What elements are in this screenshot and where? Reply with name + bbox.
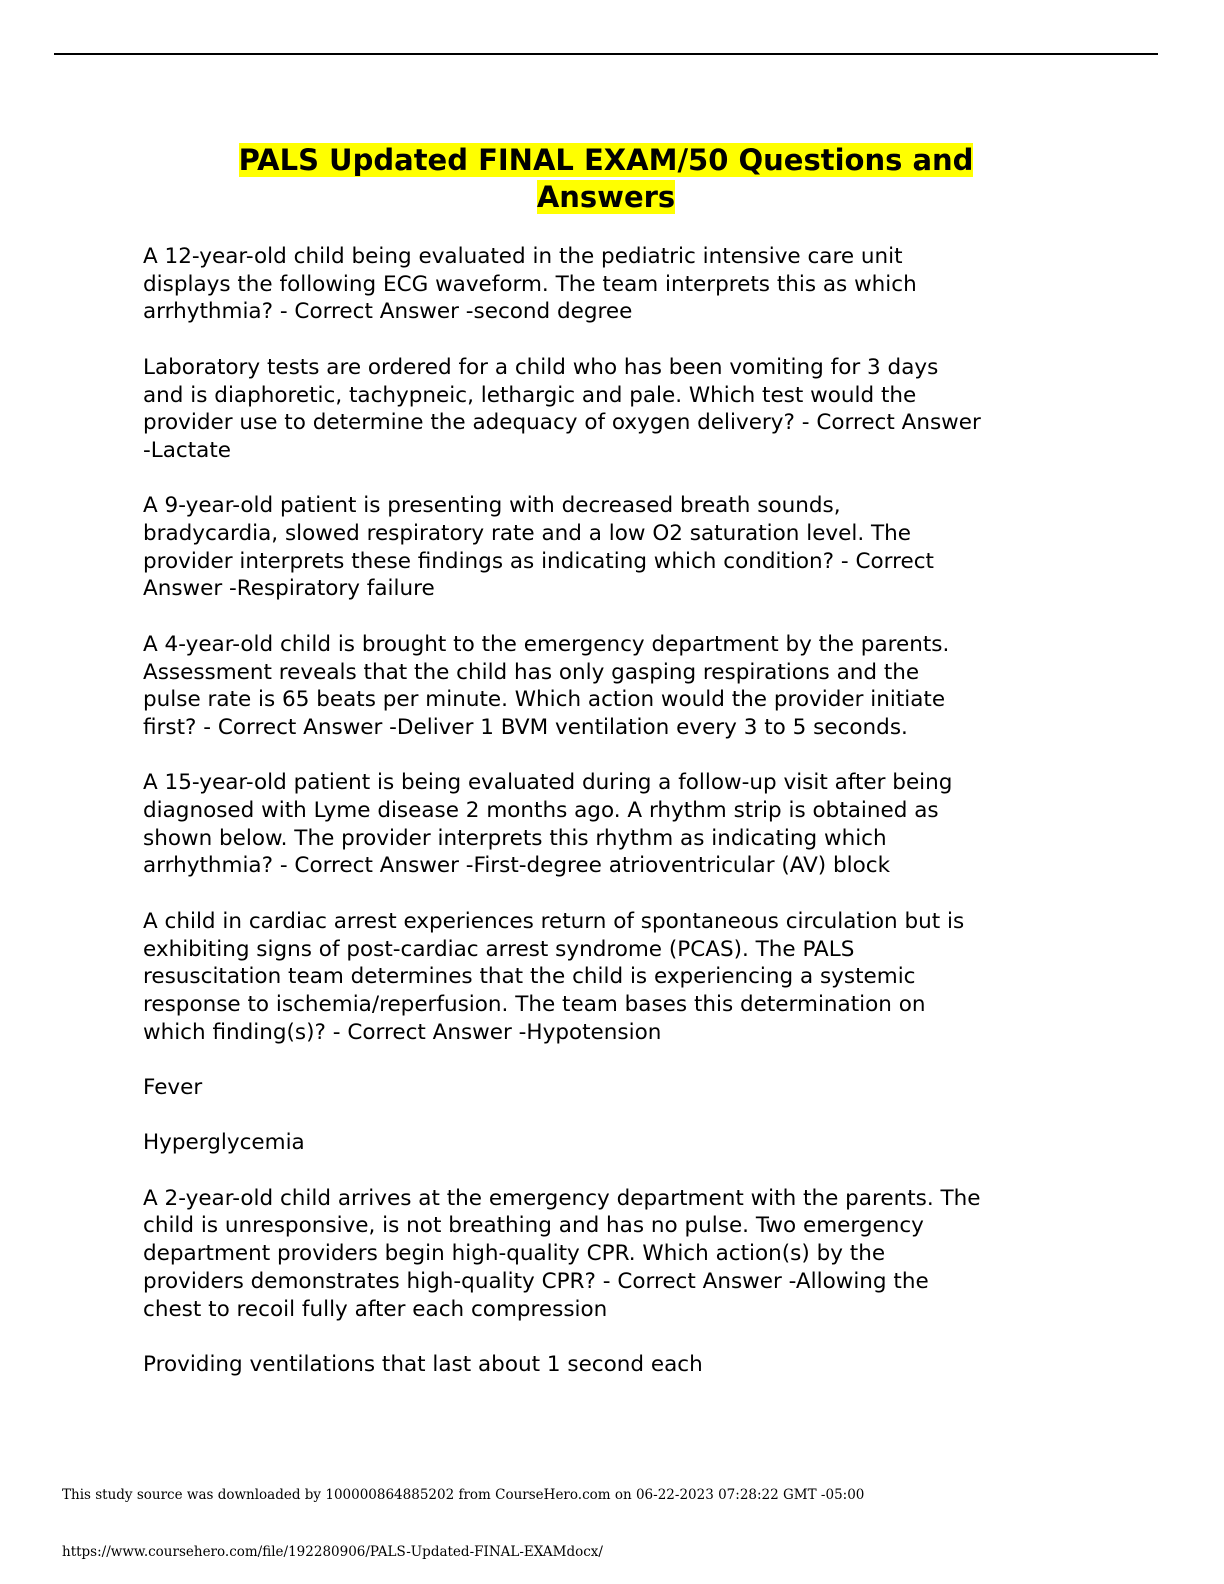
footer-source-notice: This study source was downloaded by 100000864885202 from CourseHero.com on 06-22-2023 07:28:22 GMT -05:00 (62, 1487, 865, 1503)
answer-paragraph: Fever (143, 1075, 203, 1100)
question-paragraph: A 12-year-old child being evaluated in the pediatric intensive care unit displays the following ECG waveform. The team interprets this as which arrhythmia? - Correct Answer -second degree (143, 244, 917, 325)
header-rule (54, 53, 1158, 55)
title-line-2: Answers (536, 180, 676, 214)
footer-url-link[interactable]: https://www.coursehero.com/file/192280906/PALS-Updated-FINAL-EXAMdocx/ (62, 1544, 603, 1560)
question-paragraph: A 9-year-old patient is presenting with decreased breath sounds, bradycardia, slowed respiratory rate and a low O2 saturation level. The provider interprets these findings as indicating which condition? - Correct Answer -Respiratory failure (143, 493, 934, 602)
question-paragraph: A 15-year-old patient is being evaluated during a follow-up visit after being diagnosed with Lyme disease 2 months ago. A rhythm strip is obtained as shown below. The provider interprets this rhythm as indicating which arrhythmia? - Correct Answer -First-degree atrioventricular (AV) block (143, 770, 953, 879)
question-paragraph: Laboratory tests are ordered for a child who has been vomiting for 3 days and is diaphoretic, tachypneic, lethargic and pale. Which test would the provider use to determine the adequacy of oxygen delivery? - Correct Answer -Lactate (143, 354, 981, 463)
answer-paragraph: Providing ventilations that last about 1 second each (143, 1351, 703, 1377)
document-body (143, 243, 1083, 1406)
title-block (143, 142, 1069, 216)
answer-paragraph: Hyperglycemia (143, 1130, 305, 1156)
question-paragraph: A 2-year-old child arrives at the emergency department with the parents. The child is unresponsive, is not breathing and has no pulse. Two emergency department providers begin high-quality CPR. Which action(s) by the providers demonstrates high-quality CPR? - Correct Answer -Allowing the chest to recoil fully after each compression (143, 1185, 981, 1322)
document-title (143, 142, 1069, 216)
question-paragraph: A child in cardiac arrest experiences return of spontaneous circulation but is exhibiting signs of post-cardiac arrest syndrome (PCAS). The PALS resuscitation team determines that the child is experiencing a systemic response to ischemia/reperfusion. The team bases this determination on which finding(s)? - Correct Answer -Hypotension (143, 908, 965, 1045)
question-paragraph: A 4-year-old child is brought to the emergency department by the parents. Assessment reveals that the child has only gasping respirations and the pulse rate is 65 beats per minute. Which action would the provider initiate first? - Correct Answer -Deliver 1 BVM ventilation every 3 to 5 seconds. (143, 631, 950, 740)
title-line-1: PALS Updated FINAL EXAM/50 Questions and (238, 143, 974, 177)
